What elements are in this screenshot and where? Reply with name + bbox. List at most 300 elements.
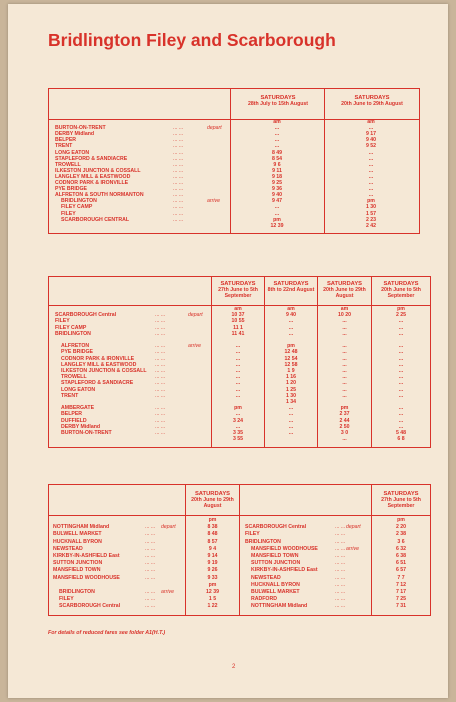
table-row (55, 224, 419, 230)
leader-dots: ... ... (335, 553, 346, 559)
time-cell: 1 30 (285, 392, 297, 399)
leader-dots: ... ... (155, 349, 166, 356)
leader-dots: ... ... (335, 603, 346, 610)
table-row (245, 547, 430, 553)
time-cell: ... (288, 411, 294, 418)
table-row (53, 590, 239, 596)
time-cell: ... (288, 417, 294, 424)
t3-header-left: SATURDAYS 20th June to 29th August (191, 491, 234, 510)
leader-dots: ... ... (173, 137, 184, 144)
timetable-1 (48, 88, 420, 234)
timetable-3 (48, 484, 431, 616)
table-row (245, 597, 430, 603)
leader-dots: ... ... (173, 149, 184, 156)
station-name: HUCKNALL BYRON (251, 581, 300, 588)
leader-dots: ... ... (155, 318, 166, 325)
time-cell: 1 5 (208, 596, 217, 603)
time-cell: 10 37 (231, 312, 245, 319)
station-name: FILEY (59, 596, 74, 603)
time-cell: 2 23 (365, 216, 377, 223)
station-name: ALFRETON (61, 343, 90, 350)
time-cell: ... (274, 125, 280, 132)
time-cell: ... (342, 436, 347, 443)
time-cell: 9 17 (365, 131, 377, 138)
station-name: CODNOR PARK & IRONVILLE (61, 355, 135, 362)
time-cell: ... (342, 374, 347, 381)
time-cell: ... (235, 392, 241, 399)
time-cell: 1 30 (365, 204, 377, 211)
time-cell: 9 40 (365, 137, 377, 144)
table-row (245, 532, 430, 538)
station-name: DUFFIELD (61, 417, 87, 424)
leader-dots: ... ... (155, 368, 166, 374)
leader-dots: ... ... (145, 603, 156, 610)
station-name: BRIDLINGTON (59, 589, 95, 595)
time-cell: 11 41 (231, 330, 245, 337)
time-cell: 9 40 (271, 192, 283, 199)
station-name: ILKESTON JUNCTION & COSSALL (61, 368, 147, 374)
time-cell: 9 33 (207, 574, 218, 581)
leader-dots: ... ... (335, 531, 346, 538)
time-cell: ... (288, 430, 294, 436)
time-cell: 8 49 (271, 149, 283, 156)
time-cell: pm (367, 198, 375, 205)
time-cell: 6 38 (395, 553, 407, 559)
table-row (53, 576, 239, 582)
arr-dep-note: depart (161, 524, 176, 531)
time-cell: 6 8 (397, 436, 405, 443)
leader-dots: ... ... (173, 186, 184, 193)
time-cell: 9 47 (271, 198, 283, 205)
time-cell: 3 6 (397, 538, 405, 545)
leader-dots: ... ... (155, 324, 166, 331)
time-cell: pm (208, 517, 217, 523)
leader-dots: ... ... (155, 411, 166, 418)
station-name: FILEY (245, 531, 260, 538)
leader-dots: ... ... (155, 423, 166, 430)
time-cell: ... (235, 411, 241, 418)
t2-header-1: SATURDAYS 27th June to 5th September (218, 281, 258, 300)
leader-dots: ... ... (335, 538, 346, 545)
table-row (53, 547, 239, 553)
table-row (55, 132, 419, 138)
table-row (245, 583, 430, 589)
time-cell: 7 31 (395, 603, 407, 610)
leader-dots: ... ... (173, 161, 184, 168)
leader-dots: ... ... (155, 405, 166, 412)
leader-dots: ... ... (335, 596, 346, 603)
table-row (55, 138, 419, 144)
time-cell: 9 52 (365, 143, 377, 150)
station-name: LANGLEY MILL & EASTWOOD (61, 361, 137, 368)
station-name: STAPLEFORD & SANDIACRE (61, 380, 134, 387)
time-cell: 12 58 (284, 361, 298, 368)
t2-header-2: SATURDAYS 8th to 22nd August (267, 281, 315, 294)
station-name: TROWELL (55, 161, 81, 168)
time-cell: 8 48 (207, 531, 218, 538)
station-name: FILEY CAMP (55, 324, 87, 331)
leader-dots: ... ... (335, 581, 346, 588)
time-cell: pm (273, 216, 281, 223)
time-cell: pm (397, 517, 405, 523)
station-name: HUCKNALL BYRON (53, 538, 102, 545)
time-cell: 8 38 (207, 524, 218, 531)
station-name: SUTTON JUNCTION (53, 560, 103, 567)
time-cell: ... (342, 349, 347, 356)
time-cell: 5 48 (395, 430, 407, 436)
station-name: TROWELL (61, 374, 87, 381)
station-name: LANGLEY MILL & EASTWOOD (55, 173, 131, 180)
arr-dep-note: arrive (346, 545, 359, 552)
leader-dots: ... ... (173, 173, 184, 180)
table-row (55, 344, 430, 350)
time-cell: 11 1 (233, 324, 243, 331)
station-name: RADFORD (251, 596, 277, 603)
time-cell: 7 25 (395, 596, 407, 603)
time-cell: ... (342, 355, 347, 362)
t1-header-2: SATURDAYS 20th June to 29th August (341, 95, 403, 108)
arr-dep-note: depart (207, 125, 222, 132)
time-cell: ... (398, 374, 404, 381)
table-row (53, 554, 239, 560)
table-row (55, 400, 430, 406)
time-cell: ... (398, 417, 404, 424)
time-cell: ... (235, 355, 241, 362)
table-row (53, 532, 239, 538)
time-cell: 10 55 (231, 318, 245, 325)
time-cell: 1 22 (207, 603, 218, 610)
leader-dots: ... ... (173, 192, 184, 199)
time-cell: ... (235, 380, 241, 387)
leader-dots: ... ... (173, 125, 184, 132)
time-cell: am (234, 306, 242, 312)
time-cell: ... (368, 161, 374, 168)
time-cell: ... (398, 386, 404, 393)
table-row (55, 419, 430, 425)
time-cell: ... (398, 380, 404, 387)
station-name: MANSFIELD TOWN (251, 553, 299, 559)
time-cell: 2 20 (395, 524, 407, 531)
timetable-page (8, 4, 448, 698)
time-cell: ... (398, 343, 404, 350)
table-row (55, 157, 419, 163)
time-cell: am (340, 306, 349, 312)
station-name: BELPER (61, 411, 83, 418)
leader-dots: ... ... (145, 589, 156, 595)
station-name: NOTTINGHAM Midland (251, 603, 308, 610)
time-cell: ... (398, 405, 404, 412)
time-cell: am (367, 119, 375, 125)
time-cell: ... (274, 137, 280, 144)
leader-dots: ... ... (155, 392, 166, 399)
station-name: ILKESTON JUNCTION & COSSALL (55, 167, 141, 174)
table-row (53, 604, 239, 610)
arr-dep-note: depart (188, 312, 203, 319)
time-cell: ... (398, 355, 404, 362)
leader-dots: ... ... (155, 386, 166, 393)
station-name: PYE BRIDGE (61, 349, 93, 356)
time-cell: pm (234, 405, 242, 412)
time-cell: ... (398, 324, 404, 331)
time-cell: 10 20 (338, 312, 351, 319)
arr-dep-note: depart (346, 524, 361, 531)
station-name: AMBERGATE (61, 405, 95, 412)
table-row (55, 205, 419, 211)
time-cell: pm (397, 306, 405, 312)
time-cell: 1 9 (287, 368, 295, 374)
time-cell: ... (342, 386, 347, 393)
station-name: BELPER (55, 137, 77, 144)
station-name: LONG EATON (55, 149, 90, 156)
station-name: BURTON-ON-TRENT (61, 430, 112, 436)
table-row (245, 540, 430, 546)
station-name: NEWSTEAD (53, 545, 83, 552)
time-cell: ... (288, 318, 294, 325)
table-row (55, 332, 430, 338)
time-cell: ... (398, 318, 404, 325)
time-cell: ... (398, 411, 404, 418)
time-cell: ... (288, 324, 294, 331)
leader-dots: ... ... (335, 545, 346, 552)
time-cell: 1 34 (285, 399, 297, 405)
station-name: SCARBOROUGH Central (245, 524, 307, 531)
time-cell: 3 55 (232, 436, 244, 443)
leader-dots: ... ... (335, 574, 346, 581)
time-cell: ... (342, 324, 347, 331)
table-row (245, 561, 430, 567)
station-name: KIRKBY-IN-ASHFIELD East (53, 553, 120, 559)
time-cell: ... (235, 368, 241, 374)
station-name: TRENT (61, 392, 79, 399)
time-cell: 12 48 (284, 349, 298, 356)
station-name: DERBY Midland (61, 423, 101, 430)
time-cell: ... (398, 423, 404, 430)
t3-header-right: SATURDAYS 27th June to 5th September (381, 491, 421, 510)
time-cell: ... (398, 392, 404, 399)
station-name: STAPLEFORD & SANDIACRE (55, 155, 128, 162)
station-name: FILEY (61, 210, 76, 217)
table-row (55, 126, 419, 132)
time-cell: 2 44 (339, 417, 350, 424)
time-cell: ... (235, 374, 241, 381)
table-row (245, 554, 430, 560)
time-cell: 7 12 (395, 581, 407, 588)
time-cell: ... (274, 131, 280, 138)
table-row (245, 590, 430, 596)
station-name: KIRKBY-IN-ASHFIELD East (251, 567, 318, 574)
time-cell: ... (398, 349, 404, 356)
leader-dots: ... ... (155, 355, 166, 362)
station-name: NEWSTEAD (251, 574, 281, 581)
time-cell: 7 17 (395, 589, 407, 595)
time-cell: ... (235, 343, 241, 350)
station-name: SUTTON JUNCTION (251, 560, 301, 567)
station-name: MANSFIELD TOWN (53, 567, 101, 574)
station-name: BURTON-ON-TRENT (55, 125, 106, 132)
station-name: DERBY Midland (55, 131, 95, 138)
leader-dots: ... ... (155, 430, 166, 436)
leader-dots: ... ... (145, 531, 156, 538)
leader-dots: ... ... (155, 343, 166, 350)
t1-header-1: SATURDAYS 28th July to 15th August (247, 95, 309, 108)
page-number: 2 (232, 664, 236, 670)
time-cell: ... (342, 368, 347, 374)
time-cell: 1 16 (285, 374, 297, 381)
time-cell: ... (398, 361, 404, 368)
station-name: BULWELL MARKET (251, 589, 300, 595)
table-row (55, 406, 430, 412)
time-cell: 9 14 (207, 553, 218, 559)
station-name: FILEY (55, 318, 70, 325)
table-row (55, 381, 430, 387)
leader-dots: ... ... (335, 567, 346, 574)
table-row (53, 540, 239, 546)
time-cell: 3 35 (232, 430, 244, 436)
leader-dots: ... ... (155, 417, 166, 424)
leader-dots: ... ... (173, 198, 184, 205)
station-name: BRIDLINGTON (61, 198, 97, 205)
time-cell: ... (368, 180, 374, 186)
station-name: BRIDLINGTON (245, 538, 281, 545)
leader-dots: ... ... (155, 374, 166, 381)
time-cell: ... (368, 155, 374, 162)
time-cell: ... (368, 149, 374, 156)
table-row (55, 338, 430, 344)
station-name: SCARBOROUGH Central (59, 603, 121, 610)
time-cell: ... (342, 392, 347, 399)
time-cell: ... (398, 368, 404, 374)
table-row (245, 518, 430, 524)
arr-dep-note: arrive (188, 343, 201, 350)
time-cell: ... (274, 210, 280, 217)
time-cell: ... (368, 125, 374, 132)
leader-dots: ... ... (145, 553, 156, 559)
leader-dots: ... ... (173, 216, 184, 223)
time-cell: 12 39 (270, 222, 284, 229)
table-row (55, 394, 430, 400)
leader-dots: ... ... (173, 167, 184, 174)
table-row (245, 604, 430, 610)
leader-dots: ... ... (145, 538, 156, 545)
arr-dep-note: arrive (207, 198, 220, 205)
table-row (55, 199, 419, 205)
leader-dots: ... ... (145, 545, 156, 552)
table-row (55, 144, 419, 150)
station-name: LONG EATON (61, 386, 96, 393)
table-row (53, 597, 239, 603)
time-cell: ... (368, 186, 374, 193)
time-cell: ... (274, 204, 280, 211)
time-cell: 2 50 (339, 423, 350, 430)
table-row (55, 193, 419, 199)
leader-dots: ... ... (145, 560, 156, 567)
table-row (53, 518, 239, 524)
time-cell: ... (398, 330, 404, 337)
leader-dots: ... ... (145, 574, 156, 581)
station-name: TRENT (55, 143, 73, 150)
time-cell: ... (235, 386, 241, 393)
time-cell: ... (368, 192, 374, 199)
time-cell: am (273, 119, 281, 125)
time-cell: ... (342, 330, 347, 337)
station-name: SCARBOROUGH CENTRAL (61, 216, 130, 223)
footnote: For details of reduced fares see folder A1(H.T.) (48, 630, 166, 636)
time-cell: ... (342, 380, 347, 387)
table-row (55, 369, 430, 375)
leader-dots: ... ... (335, 524, 346, 531)
time-cell: 9 18 (271, 173, 283, 180)
time-cell: ... (368, 173, 374, 180)
time-cell: pm (287, 343, 295, 350)
leader-dots: ... ... (173, 155, 184, 162)
leader-dots: ... ... (155, 312, 166, 319)
table-row (245, 568, 430, 574)
leader-dots: ... ... (173, 210, 184, 217)
station-name: MANSFIELD WOODHOUSE (53, 574, 120, 581)
time-cell: ... (342, 318, 347, 325)
time-cell: ... (342, 361, 347, 368)
time-cell: 9 19 (207, 560, 218, 567)
table-row (53, 561, 239, 567)
time-cell: 2 37 (339, 411, 350, 418)
time-cell: pm (208, 581, 217, 588)
table-row (53, 583, 239, 589)
table-row (55, 388, 430, 394)
time-cell: 9 11 (272, 167, 282, 174)
time-cell: 9 25 (271, 180, 283, 186)
time-cell: 6 51 (395, 560, 407, 567)
table-row (55, 120, 419, 126)
time-cell: 3 0 (340, 430, 349, 436)
table-row (245, 576, 430, 582)
time-cell: 7 7 (397, 574, 405, 581)
page-title: Bridlington Filey and Scarborough (48, 30, 336, 50)
table-row (245, 525, 430, 531)
time-cell: ... (342, 343, 347, 350)
table-row (53, 525, 239, 531)
station-name: BULWELL MARKET (53, 531, 102, 538)
time-cell: 1 25 (285, 386, 297, 393)
station-name: NOTTINGHAM Midland (53, 524, 110, 531)
leader-dots: ... ... (145, 596, 156, 603)
table-row (53, 568, 239, 574)
leader-dots: ... ... (335, 589, 346, 595)
station-name: CODNOR PARK & IRONVILLE (55, 180, 129, 186)
leader-dots: ... ... (173, 204, 184, 211)
arr-dep-note: arrive (161, 589, 174, 595)
t2-header-3: SATURDAYS 20th June to 29th August (323, 281, 366, 300)
station-name: ALFRETON & SOUTH NORMANTON (55, 192, 144, 199)
t2-header-4: SATURDAYS 20th June to 5th September (381, 281, 421, 300)
time-cell: 9 36 (271, 186, 283, 193)
leader-dots: ... ... (155, 361, 166, 368)
time-cell: ... (288, 405, 294, 412)
time-cell: 8 57 (207, 538, 218, 545)
time-cell: ... (288, 330, 294, 337)
time-cell: ... (274, 143, 280, 150)
time-cell: ... (235, 361, 241, 368)
leader-dots: ... ... (145, 567, 156, 574)
timetable-2 (48, 276, 431, 448)
time-cell: 9 6 (273, 161, 281, 168)
time-cell: ... (235, 349, 241, 356)
station-name: MANSFIELD WOODHOUSE (251, 545, 318, 552)
time-cell: 3 24 (232, 417, 244, 424)
station-name: SCARBOROUGH Central (55, 312, 117, 319)
time-cell: 8 54 (271, 155, 283, 162)
station-name: PYE BRIDGE (55, 186, 87, 193)
leader-dots: ... ... (145, 524, 156, 531)
